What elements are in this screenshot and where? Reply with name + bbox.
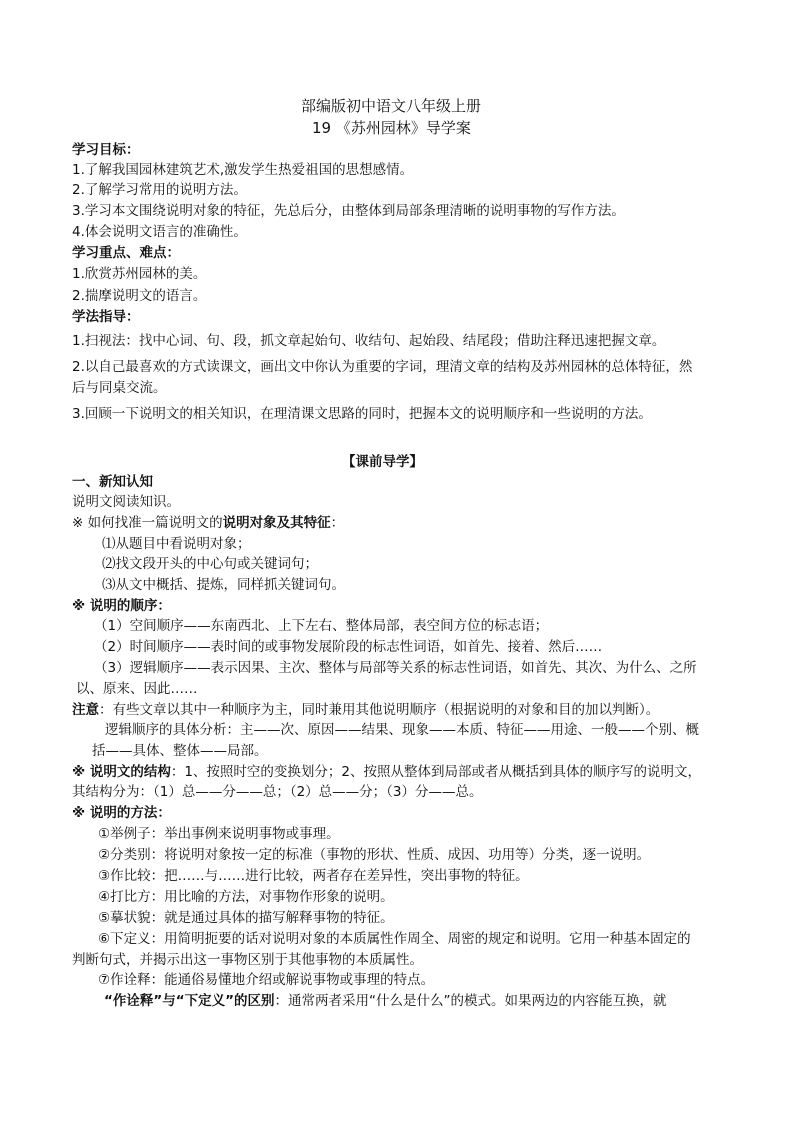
object-question: [72, 513, 344, 533]
explain-method-item: ④打比方：用比喻的方法，对事物作形象的说明。: [98, 889, 394, 905]
order-item: （1）空间顺序——东南西北、上下左右、整体局部，表空间方位的标志语；: [94, 618, 549, 634]
explain-method-item: ⑥下定义：用简明扼要的话对说明对象的本质属性作周全、周密的规定和说明。它用一种基本固定的: [98, 931, 691, 947]
explain-method-item: ⑦作诠释：能通俗易懂地介绍或解说事物或事理的特点。: [98, 972, 435, 988]
part-heading: 一、新知认知: [72, 474, 153, 490]
page-title: 部编版初中语文八年级上册: [301, 97, 482, 115]
order-item: 以、原来、因此……: [76, 681, 198, 697]
object-question-prefix: ※ 如何找准一篇说明文的: [72, 515, 223, 531]
method-guide-item: 1.扫视法：找中心词、句、段，抓文章起始句、收结句、起始段、结尾段；借助注释迅速把握文章。: [72, 333, 666, 349]
structure-text: ：1、按照时空的变换划分；2、按照从整体到局部或者从概括到具体的顺序写的说明文，: [170, 764, 702, 780]
method-guide-item: 3.回顾一下说明文的相关知识，在理清课文思路的同时，把握本文的说明顺序和一些说明的方法。: [72, 406, 652, 422]
difference-text: ：通常两者采用“什么是什么”的模式。如果两边的内容能互换，就: [274, 993, 667, 1009]
object-item: ⑵找文段开头的中心句或关键词句；: [102, 556, 318, 572]
goal-item: 2.了解学习常用的说明方法。: [72, 182, 247, 198]
keypoint-item: 1.欣赏苏州园林的美。: [72, 266, 207, 282]
goals-heading: 学习目标：: [72, 142, 140, 158]
object-question-bold: 说明对象及其特征: [222, 515, 331, 531]
difference-line: [104, 991, 667, 1011]
note-label: 注意: [72, 702, 99, 718]
keypoint-item: 2.揣摩说明文的语言。: [72, 288, 207, 304]
method-guide-item: 后与同桌交流。: [72, 380, 167, 396]
intro-line: 说明文阅读知识。: [72, 494, 180, 510]
explain-method-item: ①举例子：举出事例来说明事物或事理。: [98, 826, 340, 842]
order-heading: ※ 说明的顺序：: [72, 598, 171, 614]
explain-methods-heading: ※ 说明的方法：: [72, 805, 171, 821]
object-item: ⑶从文中概括、提炼，同样抓关键词句。: [102, 577, 345, 593]
goal-item: 4.体会说明文语言的准确性。: [72, 224, 247, 240]
note-line: [72, 700, 659, 720]
explain-method-item: ③作比较：把……与……进行比较，两者存在差异性，突出事物的特征。: [98, 868, 529, 884]
structure-line: [72, 762, 701, 782]
explain-method-item: ②分类别：将说明对象按一定的标准（事物的形状、性质、成因、功用等）分类，逐一说明。: [98, 847, 651, 863]
method-guide-item: 2.以自己最喜欢的方式读课文，画出文中你认为重要的字词，理清文章的结构及苏州园林的总体特征，然: [72, 359, 693, 375]
explain-method-item: 判断句式，并揭示出这一事物区别于其他事物的本质属性。: [72, 952, 423, 968]
structure-label: ※ 说明文的结构: [72, 764, 171, 780]
section-heading: 【课前导学】: [342, 454, 423, 470]
methods-heading: 学法指导：: [72, 309, 140, 325]
keypoints-heading: 学习重点、难点：: [72, 245, 180, 261]
object-item: ⑴从题目中看说明对象；: [102, 536, 251, 552]
page-subtitle: 19 《苏州园林》导学案: [312, 119, 471, 137]
logic-line: 括——具体、整体——局部。: [92, 743, 268, 759]
order-item: （2）时间顺序——表时间的或事物发展阶段的标志性词语，如首先、接着、然后……: [94, 639, 603, 655]
structure-line-2: 其结构分为：（1）总——分——总；（2）总——分；（3）分——总。: [72, 784, 483, 800]
logic-line: 逻辑顺序的具体分析：主——次、原因——结果、现象——本质、特征——用途、一般——个别、概: [105, 722, 699, 738]
order-item: （3）逻辑顺序——表示因果、主次、整体与局部等关系的标志性词语，如首先、其次、为什么、之所: [94, 660, 697, 676]
goal-item: 1.了解我国园林建筑艺术,激发学生热爱祖国的思想感情。: [72, 162, 414, 178]
explain-method-item: ⑤摹状貌：就是通过具体的描写解释事物的特征。: [98, 910, 394, 926]
note-text: ：有些文章以其中一种顺序为主，同时兼用其他说明顺序（根据说明的对象和目的加以判断）。: [99, 702, 660, 718]
difference-label: “作诠释”与“下定义”的区别: [104, 993, 275, 1009]
goal-item: 3.学习本文围绕说明对象的特征，先总后分，由整体到局部条理清晰的说明事物的写作方法。: [72, 203, 625, 219]
object-question-suffix: ：: [330, 515, 345, 531]
